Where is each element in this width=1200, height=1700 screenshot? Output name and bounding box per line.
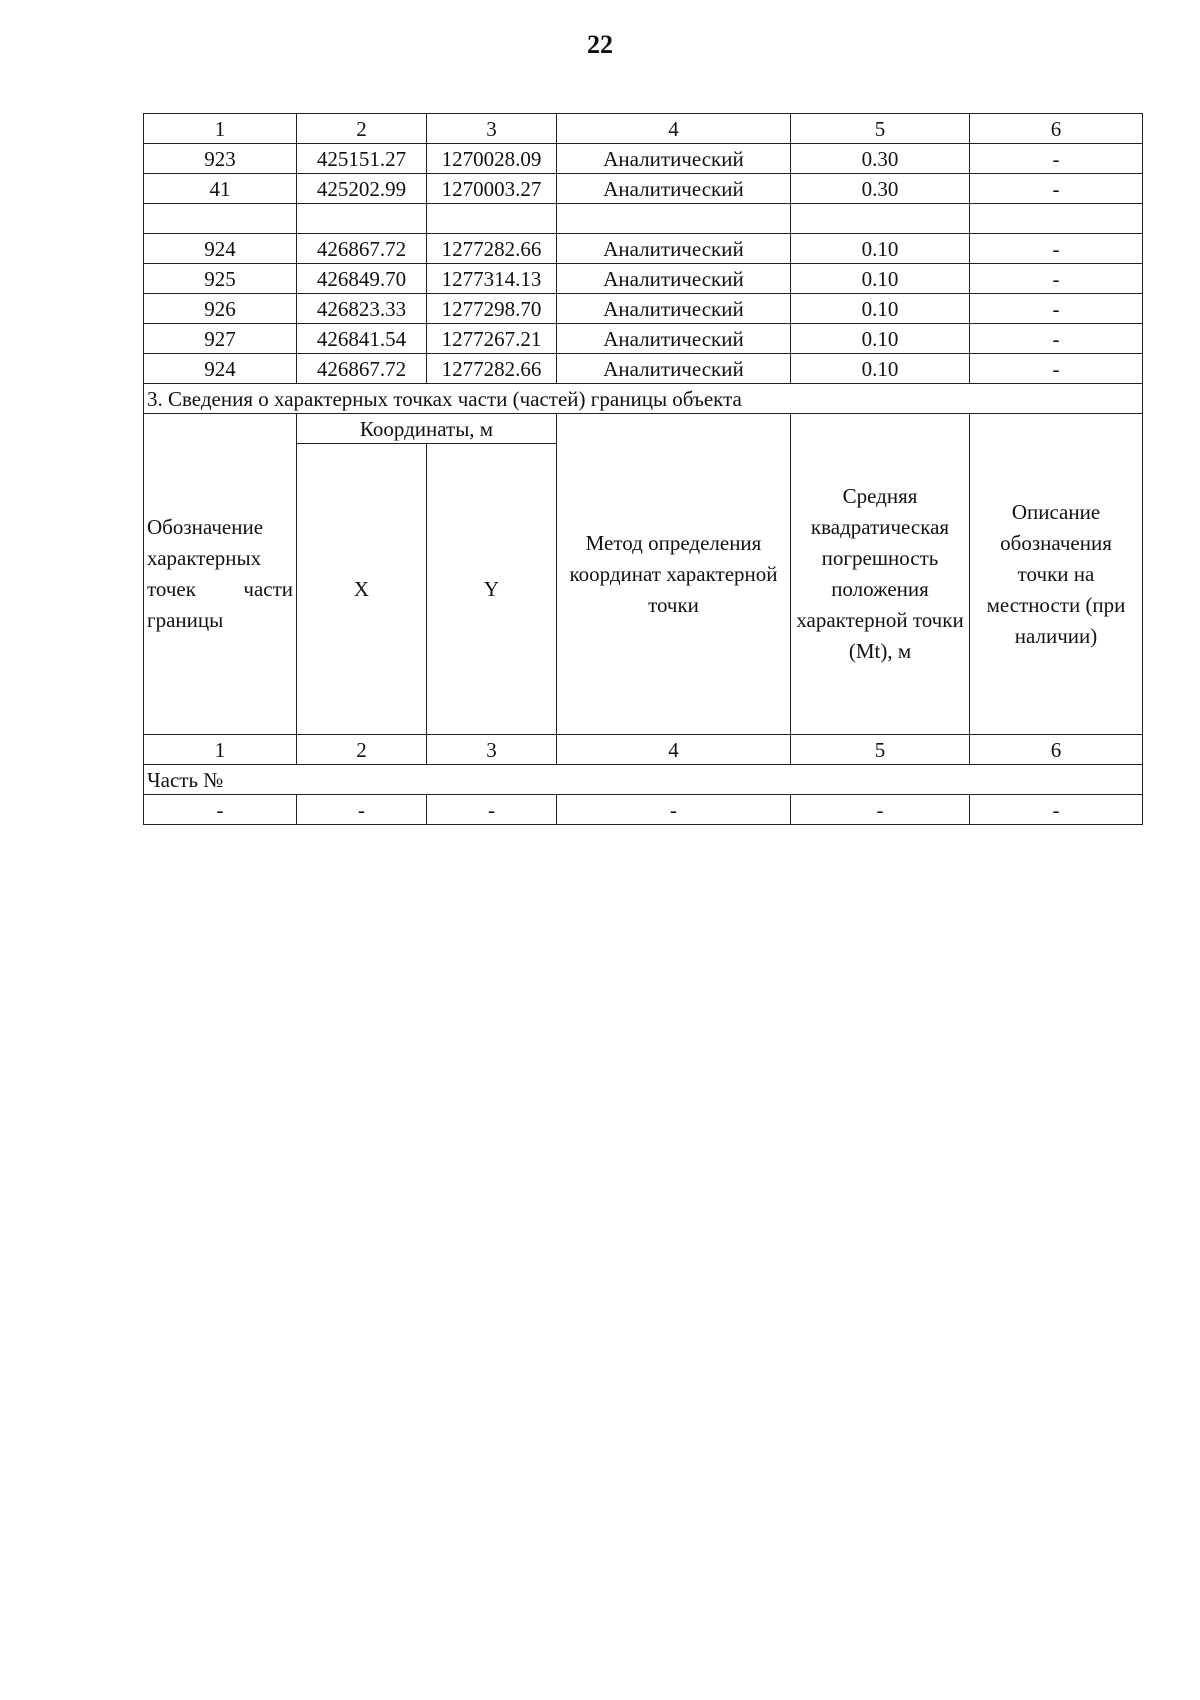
x-header: X (297, 444, 427, 735)
error-value: 0.30 (791, 144, 970, 174)
method: Аналитический (557, 354, 791, 384)
column-number-row (144, 735, 1143, 765)
point-designation: 924 (144, 234, 297, 264)
designation-header: Обозначение характерных точек части границы (144, 414, 297, 735)
method: Аналитический (557, 234, 791, 264)
column-number: 4 (557, 735, 791, 765)
description: - (970, 795, 1143, 825)
error-value: 0.30 (791, 174, 970, 204)
description: - (970, 324, 1143, 354)
description: - (970, 294, 1143, 324)
coordinate-y: 1277314.13 (427, 264, 557, 294)
page-number: 22 (587, 30, 613, 59)
column-number: 2 (297, 114, 427, 144)
coordinate-x (297, 204, 427, 234)
coordinate-y: 1270003.27 (427, 174, 557, 204)
column-number: 1 (144, 114, 297, 144)
section-title-row (144, 384, 1143, 414)
method: Аналитический (557, 144, 791, 174)
table-row (144, 174, 1143, 204)
table-row (144, 324, 1143, 354)
coordinate-y: 1277282.66 (427, 354, 557, 384)
table-row (144, 795, 1143, 825)
error-value: 0.10 (791, 294, 970, 324)
column-number: 1 (144, 735, 297, 765)
description: - (970, 144, 1143, 174)
table-row (144, 204, 1143, 234)
point-designation: 924 (144, 354, 297, 384)
column-number-row (144, 114, 1143, 144)
part-label-row (144, 765, 1143, 795)
method: Аналитический (557, 264, 791, 294)
point-designation: 925 (144, 264, 297, 294)
column-number: 5 (791, 114, 970, 144)
error-value: 0.10 (791, 264, 970, 294)
coordinate-x: 426867.72 (297, 234, 427, 264)
table-row (144, 264, 1143, 294)
coordinates-table (143, 113, 1143, 825)
table-row (144, 354, 1143, 384)
part-label: Часть № (144, 765, 1143, 795)
point-designation: 923 (144, 144, 297, 174)
error-header: Средняя квадратическая погрешность положения характерной точки (Mt), м (791, 414, 970, 735)
column-number: 4 (557, 114, 791, 144)
coordinate-x: 426867.72 (297, 354, 427, 384)
coordinate-y: - (427, 795, 557, 825)
error-value: - (791, 795, 970, 825)
point-designation: 927 (144, 324, 297, 354)
coordinate-y: 1277282.66 (427, 234, 557, 264)
column-number: 3 (427, 735, 557, 765)
error-value: 0.10 (791, 234, 970, 264)
error-value: 0.10 (791, 354, 970, 384)
column-number: 2 (297, 735, 427, 765)
point-designation (144, 204, 297, 234)
column-number: 3 (427, 114, 557, 144)
method: Аналитический (557, 324, 791, 354)
table-row (144, 294, 1143, 324)
coordinate-y: 1277298.70 (427, 294, 557, 324)
column-number: 6 (970, 735, 1143, 765)
coordinate-y: 1277267.21 (427, 324, 557, 354)
description-header: Описание обозначения точки на местности (при наличии) (970, 414, 1143, 735)
table-row (144, 234, 1143, 264)
coordinate-x: 426849.70 (297, 264, 427, 294)
point-designation: 926 (144, 294, 297, 324)
description: - (970, 264, 1143, 294)
column-number: 5 (791, 735, 970, 765)
description: - (970, 174, 1143, 204)
method: - (557, 795, 791, 825)
y-header: Y (427, 444, 557, 735)
method: Аналитический (557, 294, 791, 324)
coordinate-y: 1270028.09 (427, 144, 557, 174)
method: Аналитический (557, 174, 791, 204)
error-value: 0.10 (791, 324, 970, 354)
table-row (144, 144, 1143, 174)
column-number: 6 (970, 114, 1143, 144)
coordinate-x: 425202.99 (297, 174, 427, 204)
coordinates-header: Координаты, м (297, 414, 557, 444)
coordinate-x: - (297, 795, 427, 825)
coordinate-x: 425151.27 (297, 144, 427, 174)
point-designation: - (144, 795, 297, 825)
coordinate-x: 426841.54 (297, 324, 427, 354)
header-row (144, 414, 1143, 444)
description: - (970, 234, 1143, 264)
point-designation: 41 (144, 174, 297, 204)
error-value (791, 204, 970, 234)
method-header: Метод определения координат характерной точки (557, 414, 791, 735)
coordinate-x: 426823.33 (297, 294, 427, 324)
coordinate-y (427, 204, 557, 234)
description: - (970, 354, 1143, 384)
method (557, 204, 791, 234)
description (970, 204, 1143, 234)
section-title: 3. Сведения о характерных точках части (частей) границы объекта (144, 384, 1143, 414)
